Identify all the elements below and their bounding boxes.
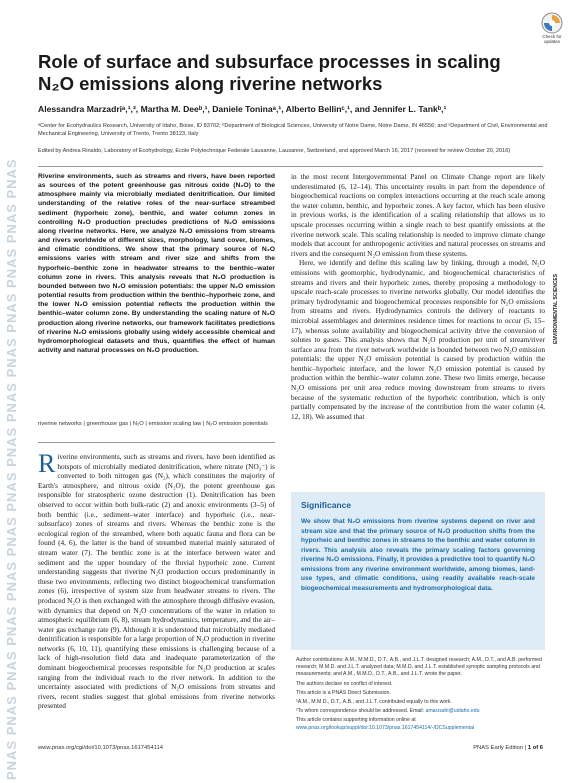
- subject-tag: [553, 270, 567, 346]
- conflict-statement: The authors declare no conflict of interest.: [296, 680, 393, 687]
- check-updates-icon: [541, 12, 563, 34]
- body-left-text: iverine environments, such as streams and rivers, have been identified as hotspots of microbially mediated denitrification, where nitrate (NO₃⁻) is converted to both nitrogen gas (N₂), which constitutes the majority of Earth's atmosphere, and nitrous oxide (N₂O), the potent greenhouse gas responsible for stratospheric ozone destruction (1). Denitrification has been observed to occur within both bulk-ratic (2) and anoxic environments (3–5) of both benthic (i.e., sediment–water interface) and hyporheic (i.e., near-subsurface) zones of streams and rivers. Whereas the benthic zone is the ecological region of the streambed, where both aquatic fauna and flora can be found (4, 6), the latter is the band of streambed material mainly saturated of stream water (7). The benthic zone is at the interface between water and sediment and the upper boundary of the fluvial hyporheic zone. Current understanding suggests that riverine N₂O production occurs predominantly in these two environments, reflecting two distinct biogeochemical transformation zones (6), irrespective of system size from headwater streams to rivers. The produced N₂O is then exchanged with the atmosphere through diffusive evasion, with dynamics that depend on N₂O concentrations of the water in relation to atmospheric equilibrium (6, 8), stream hydrodynamics, temperature, and the air–water gas exchange rate (9). Although it is understood that microbially mediated denitrification is responsible for a large proportion of N₂O production in riverine networks (6, 10, 11), quantifying these emissions is challenging because of a lack of high-resolution field data and inadequate parameterization of the dominant biogeochemical processes responsible for N₂O production at scales ranging from the individual reach to the river network. In addition to the uncertainty associated with predictions of N₂O emissions from streams and rivers, recent studies suggest that global emissions from riverine networks presented: [38, 452, 275, 711]
- journal-edition: PNAS Early Edition |: [473, 745, 528, 751]
- body-paragraph: [38, 449, 275, 711]
- subject-tag-text: ENVIRONMENTAL SCIENCES: [553, 273, 559, 344]
- journal-side-bar-text: PNAS PNAS PNAS PNAS PNAS PNAS PNAS PNAS PNAS PNAS PNAS PNAS PNAS PNAS: [4, 158, 19, 780]
- affiliations: ᵃCenter for Ecohydraulics Research, University of Idaho, Boise, ID 83702; ᵇDepartment of Biological Sciences, University of Notre Dame, Notre Dame, IN 46556; and ᶜDepartment of Civil, Environmental and Mechanical Engineering, University of Trento, Trento 38123, Italy: [38, 123, 548, 137]
- correspondence-prefix: ²To whom correspondence should be addressed. Email:: [296, 708, 426, 715]
- article-notes: [296, 657, 544, 734]
- check-updates-label: Check for updates: [542, 34, 562, 44]
- correspondence-email-link[interactable]: amarzadri@uidaho.edu: [425, 708, 480, 715]
- drop-cap: R: [38, 449, 56, 478]
- keywords: riverine networks | greenhouse gas | N₂O | emission scaling law | N₂O emission potentials: [38, 421, 268, 427]
- journal-side-bar: [0, 0, 22, 783]
- edited-by-line: Edited by Andrea Rinaldo, Laboratory of Ecohydrology, Ecole Polytechnique Federale Lausanne, Lausanne, Switzerland, and approved March 16, 2017 (received for review October 20, 2016): [38, 148, 511, 154]
- doi-link[interactable]: www.pnas.org/cgi/doi/10.1073/pnas.1617454114: [38, 745, 163, 751]
- author-list: Alessandra Marzadriᵃ,¹,², Martha M. Deeᵇ,¹, Daniele Toninaᵃ,¹, Alberto Bellinᶜ,¹, and Jennifer L. Tankᵇ,¹: [38, 104, 447, 114]
- significance-text: We show that N₂O emissions from riverine systems depend on river and stream size and that the primary source of N₂O production shifts from the hyporheic and benthic zones in streams to the benthic and water column in rivers. This analysis also reveals the primary scaling factors governing riverine N₂O emissions. Finally, it provides a predictive tool to quantify N₂O emissions from any riverine environment worldwide, among biomes, land-use types, and climatic conditions, using readily available reach-scale biogeochemical measurements and hydromorphological data.: [301, 518, 535, 592]
- correspondence-note: [296, 708, 544, 715]
- author-contributions: Author contributions: A.M., M.M.D., D.T., A.B., and J.L.T. designed research; A.M., D.T., and A.B. performed research; M.M.D. and J.L.T. analyzed data; M.M.D. and J.L.T. established synoptic sampling protocols and measurements; and A.M., M.M.D., D.T., A.B., and J.L.T. wrote the paper.: [296, 657, 542, 678]
- submission-note: This article is a PNAS Direct Submission.: [296, 689, 391, 696]
- check-for-updates-badge[interactable]: [536, 12, 568, 54]
- supporting-info-note: [296, 717, 544, 731]
- body-left-column: [38, 449, 275, 711]
- body-paragraph: in the most recent Intergovernmental Panel on Climate Change report are likely underestimated (6, 12–14). This uncertainty results in part from the dependence of biogeochemical reactions on complex interactions occurring at the reach scale among the water column, benthic, and hyporheic zones. A key factor, which has been elusive in previous works, is the identification of a scaling relationship that allows us to upscale processes occurring within a single reach to best quantify emissions at the riverine network scale. This scaling relationship is needed to improve climate change models that account for anthropogenic activities and natural processes on streams and rivers and the consequent N₂O emission from these systems.: [291, 172, 545, 258]
- page-number: 1 of 6: [527, 745, 543, 751]
- significance-heading: Significance: [301, 500, 352, 510]
- page-footer: [38, 745, 543, 755]
- significance-box: [291, 492, 545, 650]
- equal-contribution-note: ¹A.M., M.M.D., D.T., A.B., and J.L.T. contributed equally to this work.: [296, 699, 452, 706]
- keywords-divider: [38, 442, 275, 443]
- footer-right: [473, 745, 543, 751]
- paper-title: Role of surface and subsurface processes in scaling N₂O emissions along riverine networks: [38, 51, 501, 94]
- supporting-info-link[interactable]: www.pnas.org/lookup/suppl/doi:10.1073/pnas.1617454114/-/DCSupplemental: [296, 724, 475, 731]
- abstract: Riverine environments, such as streams and rivers, have been reported as sources of the potent greenhouse gas nitrous oxide (N₂O) to the atmosphere mainly via microbially mediated denitrification. Our limited understanding of the relative roles of the near-surface streambed sediment (hyporheic zone), benthic, and water column zones in controlling N₂O production precludes predictions of N₂O emissions along riverine networks. Here, we analyze N₂O emissions from streams and rivers worldwide of different sizes, morphology, land cover, biomes, and climatic conditions. We show that the primary source of N₂O emissions varies with stream and river size and shifts from the hyporheic–benthic zone in headwater streams to the benthic–water column zone in rivers. This analysis reveals that N₂O production is bounded between two N₂O emission potentials: the upper N₂O emission potential results from production within the benthic–hyporheic zone, and the lower N₂O emission potential reflects the production within the benthic–water column zone. By understanding the scaling nature of N₂O production along riverine networks, our framework facilitates predictions of riverine N₂O emissions globally using widely accessible chemical and hydromorphological datasets and thus, quantifies the effect of human activity and natural processes on N₂O production.: [38, 173, 275, 354]
- body-paragraph: Here, we identify and define this scaling law by linking, through a model, N₂O emissions with geomorphic, hydrodynamic, and biogeochemical characteristics of streams and rivers and their hyporheic zones, thereby proposing a methodology to upscale reach-scale processes to riverine networks globally. Our model identifies the primary hydrodynamic and biogeochemical processes responsible for N₂O emissions from streams and rivers. Hydrodynamics controls the delivery of reactants to microbial assemblages and determines residence times for reactions to occur (5, 15–17), whereas solute availability and biogeochemical activity drive the conversion of solutes to gases. This analysis shows that N₂O production per unit of stream/river surface area from the river network worldwide is bounded between two N₂O emission potentials: the upper N₂O emission potential is caused by production within the benthic–hyporheic interface, and the lower N₂O emission potential is caused by production within the benthic–water column zone. These two limits emerge, because N₂O emissions per unit area reduce moving downstream from streams to rivers because of the systematic reduction of the hyporheic contribution, which is only partially compensated by the increase of the contribution from the water column (4, 12, 18). We assumed that: [291, 258, 545, 421]
- header-divider: [38, 166, 543, 167]
- body-right-column: [291, 172, 545, 421]
- supporting-prefix: This article contains supporting information online at: [296, 717, 416, 724]
